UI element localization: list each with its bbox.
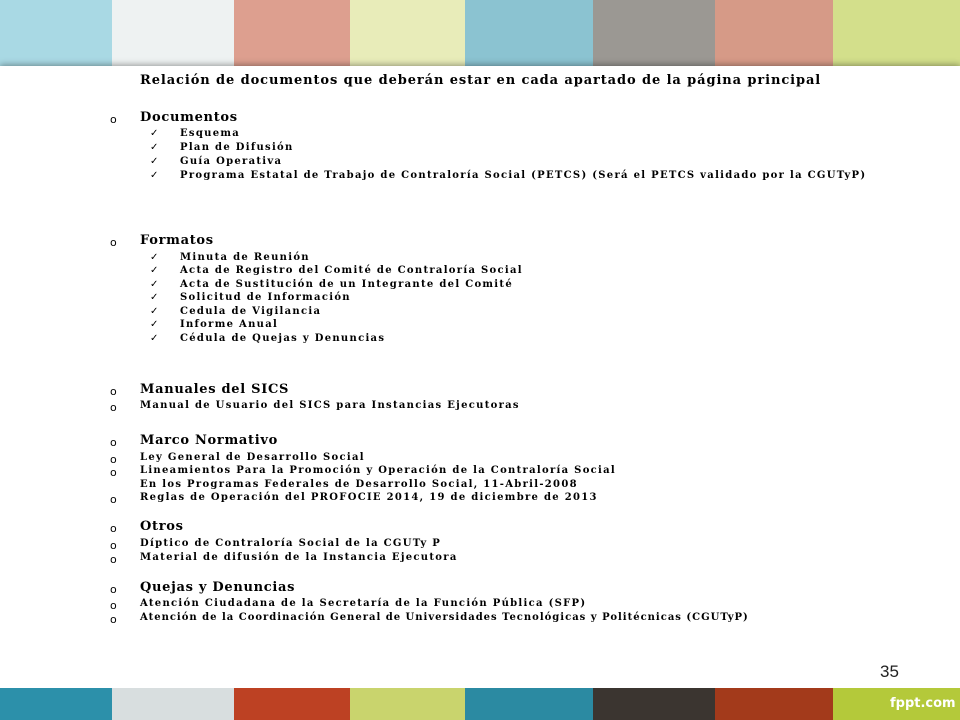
checkmark-icon: ✓ — [150, 142, 159, 153]
checkmark-icon: ✓ — [150, 156, 159, 167]
checkmark-icon: ✓ — [150, 292, 159, 303]
slide-number: 35 — [880, 662, 899, 681]
list-item: Atención de la Coordinación General de Universidades Tecnológicas y Politécnicas (CGUTyP) — [140, 612, 749, 623]
list-item: Acta de Registro del Comité de Contraloría Social — [180, 265, 523, 276]
checkmark-icon: ✓ — [150, 128, 159, 139]
circle-bullet-icon: o — [110, 613, 117, 626]
checkmark-icon: ✓ — [150, 306, 159, 317]
checkmark-icon: ✓ — [150, 319, 159, 330]
top-color-bar — [0, 0, 960, 66]
bottom-bar-segment — [112, 688, 234, 720]
top-bar-segment — [0, 0, 112, 66]
circle-bullet-icon: o — [110, 493, 117, 506]
list-item: Lineamientos Para la Promoción y Operación de la Contraloría Social — [140, 465, 617, 476]
checkmark-icon: ✓ — [150, 265, 159, 276]
circle-bullet-icon: o — [110, 236, 117, 249]
list-item: Material de difusión de la Instancia Ejecutora — [140, 552, 458, 563]
list-item: Cédula de Quejas y Denuncias — [180, 333, 386, 344]
list-item: Solicitud de Información — [180, 292, 351, 303]
top-bar-segment — [350, 0, 465, 66]
circle-bullet-icon: o — [110, 385, 117, 398]
checkmark-icon: ✓ — [150, 333, 159, 344]
list-item: Acta de Sustitución de un Integrante del Comité — [180, 279, 513, 290]
bottom-bar-segment — [715, 688, 833, 720]
circle-bullet-icon: o — [110, 113, 117, 126]
bottom-bar-segment — [0, 688, 112, 720]
circle-bullet-icon: o — [110, 436, 117, 449]
bottom-bar-segment — [593, 688, 715, 720]
section-heading-otros: Otros — [140, 519, 184, 534]
section-heading-marco: Marco Normativo — [140, 433, 279, 448]
list-item: Esquema — [180, 128, 241, 139]
circle-bullet-icon: o — [110, 453, 117, 466]
list-item: Cedula de Vigilancia — [180, 306, 322, 317]
top-bar-segment — [715, 0, 833, 66]
brand-logo: fppt.com — [890, 696, 956, 711]
list-item: Guía Operativa — [180, 156, 283, 167]
section-heading-formatos: Formatos — [140, 233, 214, 248]
top-bar-segment — [234, 0, 350, 66]
list-item: Ley General de Desarrollo Social — [140, 452, 365, 463]
checkmark-icon: ✓ — [150, 252, 159, 263]
circle-bullet-icon: o — [110, 599, 117, 612]
section-heading-quejas: Quejas y Denuncias — [140, 580, 296, 595]
list-item: Plan de Difusión — [180, 142, 294, 153]
circle-bullet-icon: o — [110, 522, 117, 535]
circle-bullet-icon: o — [110, 553, 117, 566]
list-item: Programa Estatal de Trabajo de Contraloría Social (PETCS) (Será el PETCS validado por la CGUTyP) — [180, 170, 867, 181]
top-bar-segment — [112, 0, 234, 66]
list-item: En los Programas Federales de Desarrollo Social, 11-Abril-2008 — [140, 479, 578, 490]
checkmark-icon: ✓ — [150, 279, 159, 290]
circle-bullet-icon: o — [110, 539, 117, 552]
list-item: Informe Anual — [180, 319, 279, 330]
bottom-bar-segment — [465, 688, 593, 720]
top-bar-segment — [465, 0, 593, 66]
page-title: Relación de documentos que deberán estar en cada apartado de la página principal — [140, 73, 822, 88]
circle-bullet-icon: o — [110, 401, 117, 414]
list-item: Reglas de Operación del PROFOCIE 2014, 19 de diciembre de 2013 — [140, 492, 598, 503]
list-item: Manual de Usuario del SICS para Instancias Ejecutoras — [140, 400, 520, 411]
section-heading-manuales: Manuales del SICS — [140, 382, 290, 397]
list-item: Minuta de Reunión — [180, 252, 310, 263]
circle-bullet-icon: o — [110, 466, 117, 479]
list-item: Atención Ciudadana de la Secretaría de la Función Pública (SFP) — [140, 598, 587, 609]
top-bar-segment — [833, 0, 960, 66]
circle-bullet-icon: o — [110, 583, 117, 596]
bottom-bar-segment — [350, 688, 465, 720]
list-item: Díptico de Contraloría Social de la CGUTy P — [140, 538, 442, 549]
bottom-bar-segment — [234, 688, 350, 720]
checkmark-icon: ✓ — [150, 170, 159, 181]
top-bar-segment — [593, 0, 715, 66]
bottom-color-bar — [0, 688, 960, 720]
section-heading-documentos: Documentos — [140, 110, 238, 125]
